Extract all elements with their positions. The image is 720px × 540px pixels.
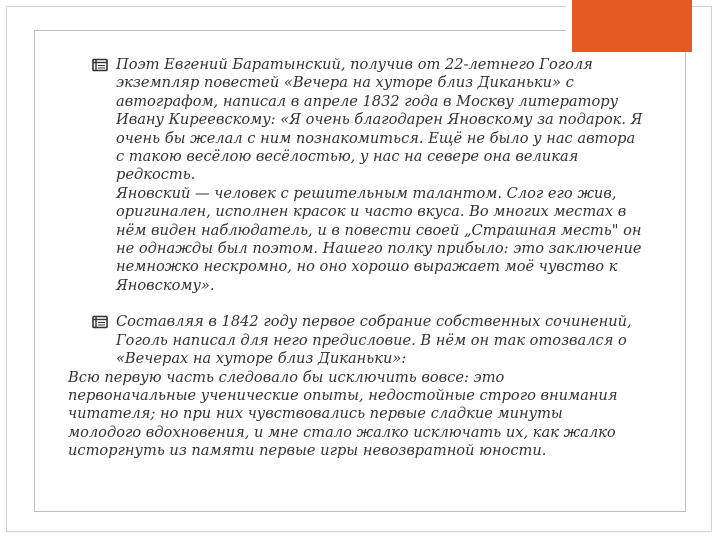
bullet-item-1	[92, 56, 652, 295]
quote-text: Всю первую часть следовало бы исключить вовсе: это первоначальные ученические опыты, недостойные строго внимания читателя; но при них чувствовались первые сладкие минуты молодого вдохновения, и мне стало жалко исключать их, как жалко исторгнуть из памяти первые игры невозвратной юности.	[68, 368, 618, 460]
bullet-text-2: Составляя в 1842 году первое собрание собственных сочинений, Гоголь написал для него предисловие. В нём он так отозвался о «Вечерах на хуторе близ Диканьки»:	[116, 313, 632, 368]
accent-bar	[572, 0, 692, 52]
notebook-icon	[92, 315, 108, 329]
slide-content	[68, 56, 652, 461]
notebook-icon	[92, 58, 108, 72]
bullet-text-1: Поэт Евгений Баратынский, получив от 22-летнего Гоголя экземпляр повестей «Вечера на хуторе близ Диканьки» с автографом, написал в апреле 1832 года в Москву литератору Ивану Киреевскому: «Я очень благодарен Яновскому за подарок. Я очень бы желал с ним познакомиться. Ещё не было у нас автора с такою весёлою весёлостью, у нас на севере она великая редкость. Яновский — человек с решительным талантом. Слог его жив, оригинален, исполнен красок и часто вкуса. Во многих местах в нём виден наблюдатель, и в повести своей „Страшная месть" он не однажды был поэтом. Нашего полку прибыло: это заключение немножко нескромно, но оно хорошо выражает моё чувство к Яновскому».	[116, 56, 643, 294]
paragraph-gap	[92, 295, 652, 313]
bullet-item-2	[92, 313, 652, 368]
